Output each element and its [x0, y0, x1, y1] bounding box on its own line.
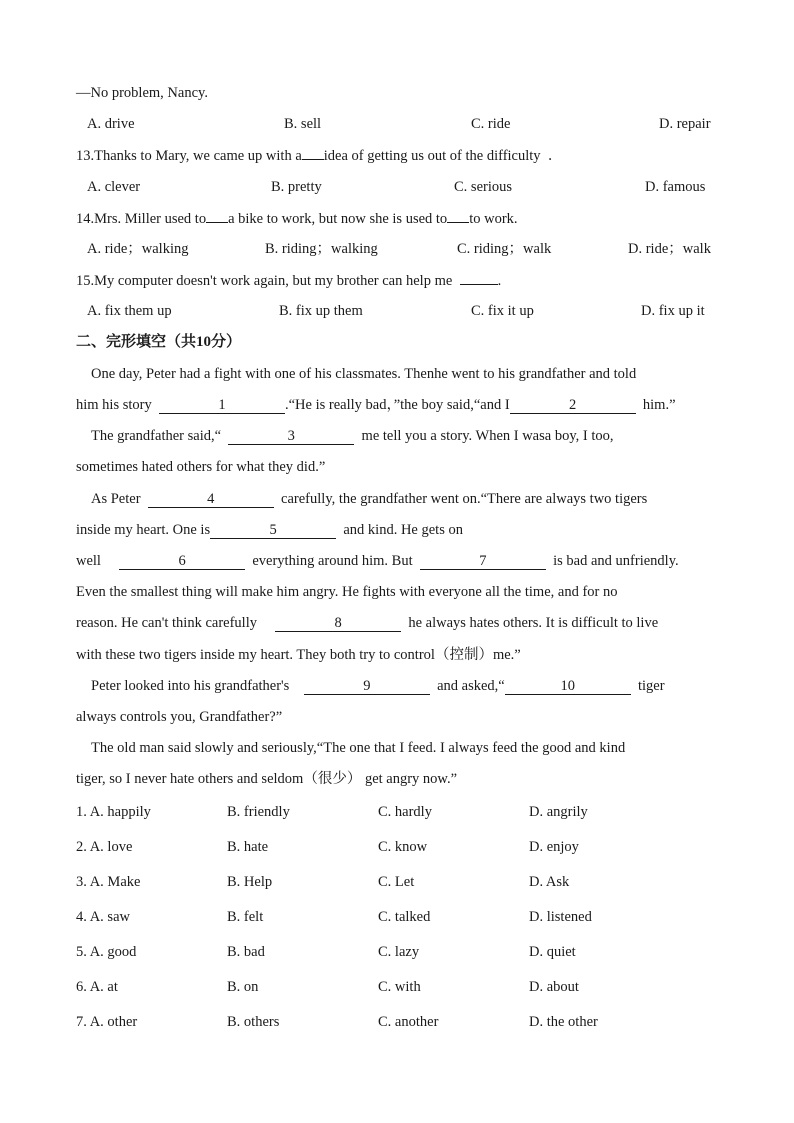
q13-stem-part1: 13.Thanks to Mary, we came up with a [76, 148, 302, 164]
cloze-q4-option-a: 4. A. saw [76, 909, 130, 925]
q15-stem-part1: 15.My computer doesn't work again, but my brother can help me [76, 273, 453, 289]
q14-stem-part3: to work. [469, 211, 518, 227]
cloze-p3-line3-text1: well [76, 553, 101, 569]
cloze-p4-line1-text3: tiger [637, 678, 665, 694]
section-heading-cloze: 二、完形填空（共10分） [76, 334, 242, 350]
cloze-q2-option-c: C. know [378, 839, 428, 855]
q14-blank-1 [206, 209, 228, 223]
cloze-p3-line1-text1: As Peter [91, 491, 141, 507]
q14-stem-part2: a bike to work, but now she is used to [228, 211, 448, 227]
cloze-q6-option-d: D. about [529, 979, 579, 995]
cloze-q3-option-d: D. Ask [529, 874, 570, 890]
cloze-q6-option-c: C. with [378, 979, 421, 995]
q12-option-a: A. drive [87, 116, 135, 132]
cloze-q4-option-c: C. talked [378, 909, 431, 925]
q15-stem [76, 271, 501, 290]
cloze-q5-option-b: B. bad [227, 944, 265, 960]
cloze-blank-9: 9 [304, 678, 430, 695]
cloze-p1-line2-text2: .“He is really bad，”the boy said,“and I [284, 397, 510, 413]
q12-option-c: C. ride [471, 116, 511, 132]
cloze-p1-line2-text3: him.” [642, 397, 676, 413]
cloze-q6-option-b: B. on [227, 979, 259, 995]
cloze-q7-option-a: 7. A. other [76, 1014, 138, 1030]
q14-blank-2 [447, 209, 469, 223]
q14-stem-part1: 14.Mrs. Miller used to [76, 211, 207, 227]
cloze-q3-option-b: B. Help [227, 874, 273, 890]
cloze-q6-option-a: 6. A. at [76, 979, 118, 995]
cloze-p3-line1 [91, 490, 647, 508]
cloze-q5-option-d: D. quiet [529, 944, 576, 960]
cloze-p1-line1: One day, Peter had a fight with one of his classmates. Thenhe went to his grandfather and told [91, 366, 637, 382]
cloze-p1-line2-text1: him his story [76, 397, 152, 413]
q15-option-c: C. fix it up [471, 303, 534, 319]
cloze-p5-line2: tiger, so I never hate others and seldom（很少） get angry now.” [76, 771, 458, 787]
cloze-p3-line5-text2: he always hates others. It is difficult to live [408, 615, 659, 631]
q13-stem [76, 146, 562, 165]
cloze-p3-line3-text2: everything around him. But [252, 553, 413, 569]
q14-option-a: A. ride；walking [87, 241, 189, 257]
cloze-blank-4: 4 [148, 491, 274, 508]
cloze-p3-line5-text1: reason. He can't think carefully [76, 615, 257, 631]
cloze-q4-option-b: B. felt [227, 909, 264, 925]
cloze-q5-option-a: 5. A. good [76, 944, 137, 960]
cloze-q7-option-c: C. another [378, 1014, 439, 1030]
q12-reply: —No problem, Nancy. [76, 85, 208, 101]
q13-option-c: C. serious [454, 179, 512, 195]
cloze-blank-2: 2 [510, 397, 636, 414]
cloze-p3-line2 [76, 521, 463, 539]
cloze-q1-option-a: 1. A. happily [76, 804, 151, 820]
cloze-p4-line1 [91, 677, 665, 695]
q15-stem-part2: . [497, 273, 502, 289]
q14-stem [76, 209, 518, 228]
q13-blank [302, 146, 324, 160]
cloze-p4-line1-text1: Peter looked into his grandfather's [91, 678, 290, 694]
cloze-p3-line1-text2: carefully, the grandfather went on.“There are always two tigers [281, 491, 648, 507]
cloze-p1-line2 [76, 396, 676, 414]
cloze-q7-option-d: D. the other [529, 1014, 598, 1030]
q14-option-b: B. riding；walking [265, 241, 378, 257]
cloze-q2-option-d: D. enjoy [529, 839, 579, 855]
q15-option-a: A. fix them up [87, 303, 172, 319]
cloze-p2-line1 [91, 427, 614, 445]
cloze-p4-line1-text2: and asked,“ [437, 678, 505, 694]
cloze-q1-option-d: D. angrily [529, 804, 588, 820]
cloze-p2-line1-text1: The grandfather said,“ [91, 428, 222, 444]
q13-option-a: A. clever [87, 179, 141, 195]
cloze-p4-line2: always controls you, Grandfather?” [76, 709, 283, 725]
q12-option-b: B. sell [284, 116, 322, 132]
cloze-p3-line2-text2: and kind. He gets on [343, 522, 463, 538]
cloze-q5-option-c: C. lazy [378, 944, 420, 960]
q14-option-c: C. riding；walk [457, 241, 552, 257]
q15-option-b: B. fix up them [279, 303, 363, 319]
cloze-p3-line3-text3: is bad and unfriendly. [553, 553, 679, 569]
cloze-blank-1: 1 [159, 397, 285, 414]
q15-blank [460, 271, 498, 285]
cloze-q1-option-c: C. hardly [378, 804, 432, 820]
cloze-blank-3: 3 [228, 428, 354, 445]
cloze-q1-option-b: B. friendly [227, 804, 290, 820]
cloze-p3-line6: with these two tigers inside my heart. They both try to control（控制）me.” [76, 647, 521, 663]
cloze-p2-line2: sometimes hated others for what they did.” [76, 459, 326, 475]
cloze-p3-line3 [76, 552, 679, 570]
cloze-blank-7: 7 [420, 553, 546, 570]
cloze-q7-option-b: B. others [227, 1014, 280, 1030]
cloze-blank-10: 10 [505, 678, 631, 695]
q13-stem-part2: idea of getting us out of the difficulty [323, 148, 541, 164]
q13-stem-part3: ． [547, 148, 563, 164]
q12-option-d: D. repair [659, 116, 711, 132]
q13-option-d: D. famous [645, 179, 706, 195]
cloze-q3-option-a: 3. A. Make [76, 874, 141, 890]
cloze-blank-5: 5 [210, 522, 336, 539]
cloze-p3-line4: Even the smallest thing will make him angry. He fights with everyone all the time, and for no [76, 584, 618, 600]
cloze-p3-line5 [76, 614, 658, 632]
cloze-q4-option-d: D. listened [529, 909, 592, 925]
q13-option-b: B. pretty [271, 179, 322, 195]
q15-option-d: D. fix up it [641, 303, 705, 319]
cloze-blank-6: 6 [119, 553, 245, 570]
cloze-q3-option-c: C. Let [378, 874, 415, 890]
cloze-p5-line1: The old man said slowly and seriously,“The one that I feed. I always feed the good and kind [91, 740, 626, 756]
cloze-p3-line2-text1: inside my heart. One is [76, 522, 211, 538]
cloze-p2-line1-text2: me tell you a story. When I wasa boy, I too, [361, 428, 614, 444]
cloze-q2-option-b: B. hate [227, 839, 269, 855]
cloze-q2-option-a: 2. A. love [76, 839, 133, 855]
cloze-blank-8: 8 [275, 615, 401, 632]
q14-option-d: D. ride；walk [628, 241, 711, 257]
